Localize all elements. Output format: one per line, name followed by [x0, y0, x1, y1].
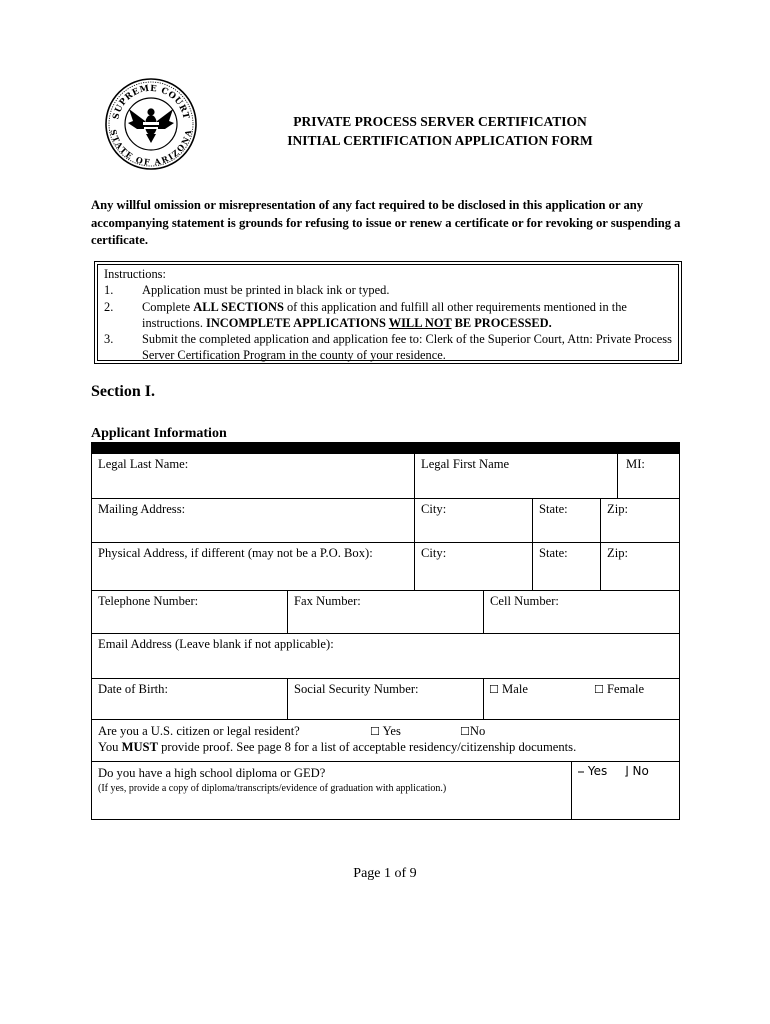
instruction-item-2: 2. Complete ALL SECTIONS of this application and fulfill all other requirements mentioned in the instructions. INCOMPLETE APPLICATIONS WILL NOT BE PROCESSED.	[104, 299, 627, 330]
page-number: Page 1 of 9	[353, 866, 417, 881]
instructions-box	[94, 261, 682, 364]
mailing-state-field[interactable]: State:	[533, 499, 601, 542]
male-checkbox[interactable]: ☐ Male	[489, 682, 528, 696]
email-row	[91, 633, 680, 679]
physical-city-field[interactable]: City:	[415, 543, 533, 590]
email-field[interactable]: Email Address (Leave blank if not applicable):	[98, 637, 334, 651]
instructions-heading: Instructions:	[104, 267, 166, 281]
instruction-item-1: 1. Application must be printed in black ink or typed.	[104, 283, 390, 298]
citizenship-row	[91, 719, 680, 762]
checkbox-icon: ☐	[460, 725, 470, 738]
legal-first-name-field[interactable]: Legal First Name	[415, 454, 618, 498]
fax-field[interactable]: Fax Number:	[288, 591, 484, 633]
physical-zip-field[interactable]: Zip:	[607, 546, 628, 560]
title-line-1: PRIVATE PROCESS SERVER CERTIFICATION	[293, 114, 587, 129]
checkbox-icon: ⎯	[578, 764, 585, 778]
checkbox-icon: ☐	[489, 683, 499, 696]
dob-ssn-row	[91, 678, 680, 720]
legal-last-name-field[interactable]: Legal Last Name:	[92, 454, 415, 498]
citizen-question: Are you a U.S. citizen or legal resident?	[98, 724, 300, 738]
date-of-birth-field[interactable]: Date of Birth:	[92, 679, 288, 719]
arizona-supreme-court-seal	[104, 77, 198, 171]
eagle-icon	[128, 108, 174, 143]
section-title: Section I.	[91, 383, 155, 400]
seal-top-text: SUPREME COURT	[111, 83, 191, 121]
cell-field[interactable]: Cell Number:	[490, 594, 559, 608]
citizen-no-checkbox[interactable]: ☐No	[460, 724, 486, 738]
middle-initial-field[interactable]: MI:	[626, 457, 645, 471]
ssn-field[interactable]: Social Security Number:	[288, 679, 484, 719]
physical-address-row	[91, 542, 680, 591]
checkbox-icon: ☐	[370, 725, 380, 738]
section-subtitle: Applicant Information	[91, 426, 227, 441]
checkbox-icon: ☐	[594, 683, 604, 696]
diploma-no-checkbox[interactable]: ⌋ No	[624, 764, 649, 778]
diploma-yes-checkbox[interactable]: ⎯ Yes	[578, 764, 608, 778]
seal-bottom-text: STATE OF ARIZONA	[108, 128, 194, 168]
physical-state-field[interactable]: State:	[533, 543, 601, 590]
name-row	[91, 453, 680, 499]
mailing-address-field[interactable]: Mailing Address:	[92, 499, 415, 542]
form-title	[240, 112, 640, 150]
instruction-item-3: 3. Submit the completed application and application fee to: Clerk of the Superior Court, Attn: Private Process Server Certification Program in the county of your residence.	[104, 332, 672, 363]
telephone-field[interactable]: Telephone Number:	[92, 591, 288, 633]
physical-address-field[interactable]: Physical Address, if different (may not be a P.O. Box):	[92, 543, 415, 590]
proof-note: You MUST provide proof. See page 8 for a list of acceptable residency/citizenship documents.	[98, 740, 577, 754]
diploma-note: (If yes, provide a copy of diploma/transcripts/evidence of graduation with application.)	[98, 783, 447, 794]
mailing-city-field[interactable]: City:	[415, 499, 533, 542]
citizen-yes-checkbox[interactable]: ☐ Yes	[370, 724, 401, 738]
checkbox-icon: ⌋	[624, 764, 629, 778]
diploma-row	[91, 761, 680, 820]
female-checkbox[interactable]: ☐ Female	[594, 682, 645, 696]
phone-row	[91, 590, 680, 634]
title-line-2: INITIAL CERTIFICATION APPLICATION FORM	[287, 133, 593, 148]
mailing-zip-field[interactable]: Zip:	[607, 502, 628, 516]
warning-text: Any willful omission or misrepresentation of any fact required to be disclosed in this application or any accompanying statement is grounds for refusing to issue or renew a certificate or for revoking or suspending a certificate.	[91, 198, 681, 247]
mailing-address-row	[91, 498, 680, 543]
diploma-question: Do you have a high school diploma or GED?	[98, 766, 326, 780]
header-band	[91, 442, 680, 453]
